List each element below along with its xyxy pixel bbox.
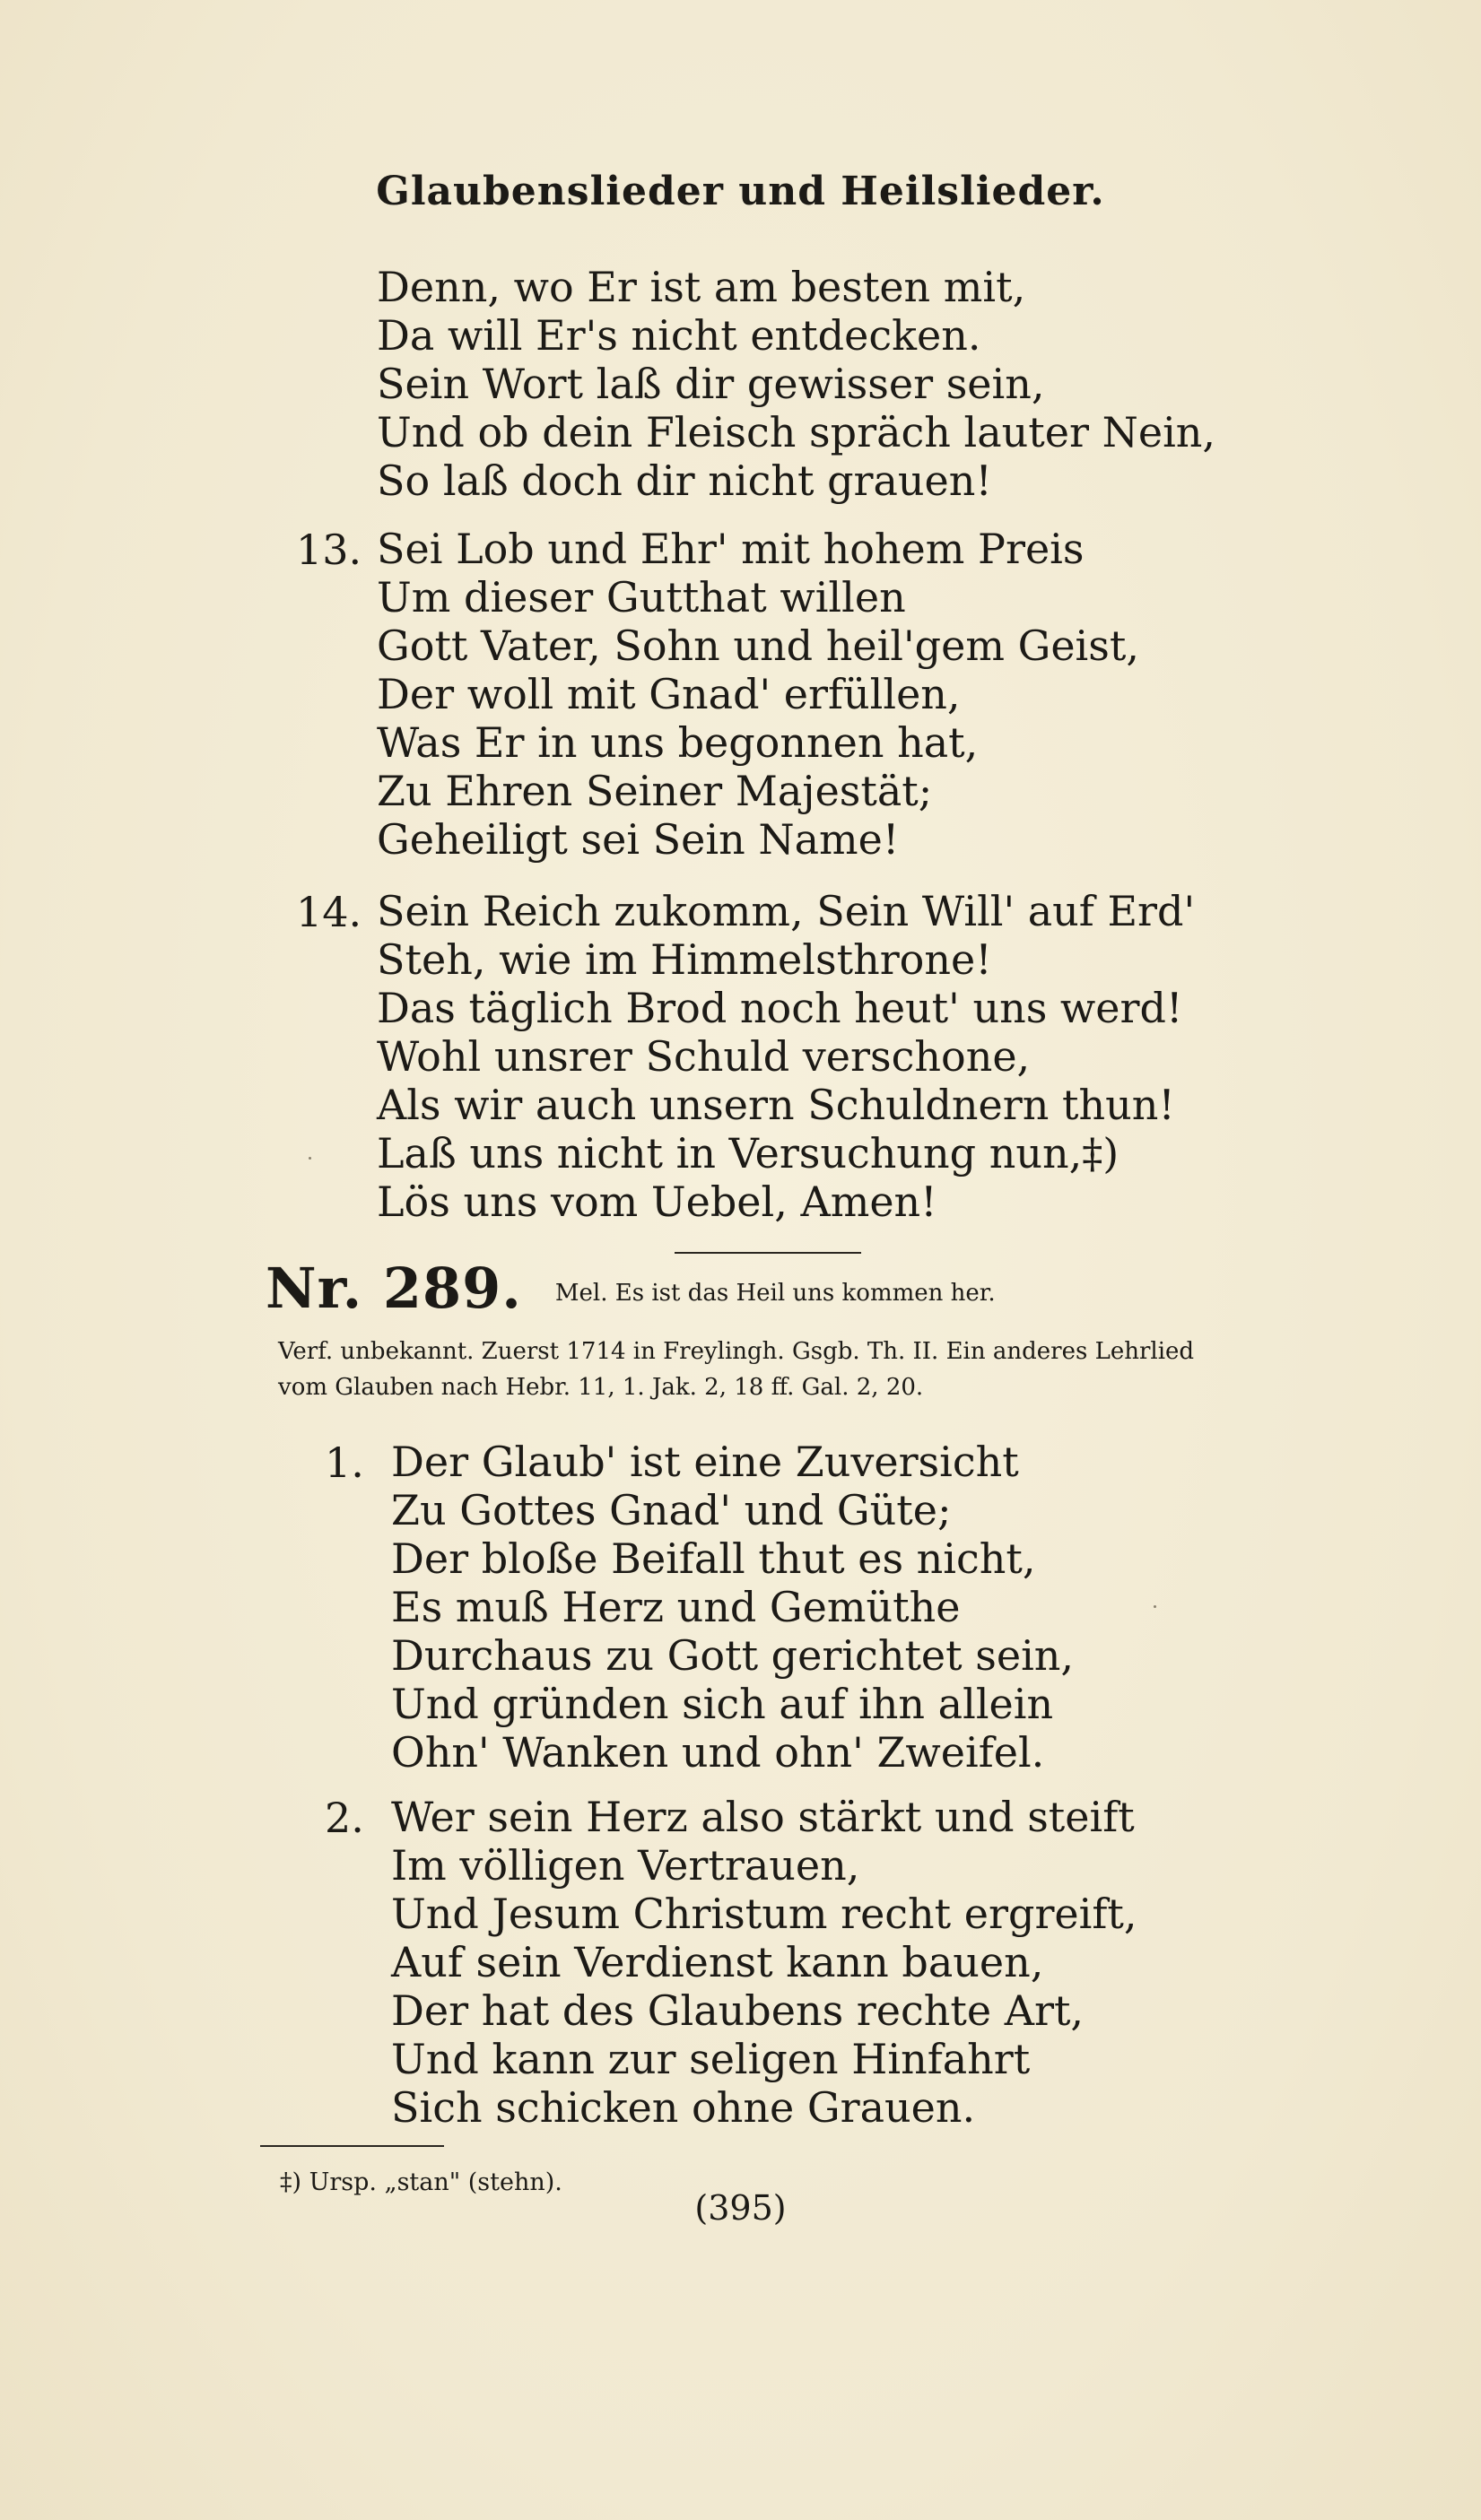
verse-line: Und kann zur seligen Hinfahrt (391, 2035, 1031, 2083)
verse-line: Zu Ehren Seiner Majestät; (377, 767, 933, 815)
running-head: Glaubenslieder und Heilslieder. (376, 169, 1105, 214)
verse-line: Sich schicken ohne Grauen. (391, 2083, 976, 2132)
melody-reference: Mel. Es ist das Heil uns kommen her. (554, 1280, 996, 1307)
hymn-header (266, 1256, 996, 1321)
verse-line: Geheiligt sei Sein Name! (377, 815, 900, 864)
stanza-number: 2. (325, 1794, 364, 1842)
verse-line: Zu Gottes Gnad' und Güte; (391, 1486, 952, 1534)
verse-line: Es muß Herz und Gemüthe (391, 1583, 961, 1631)
verse-line: Als wir auch unsern Schuldnern thun! (377, 1081, 1175, 1129)
verse-line: Und ob dein Fleisch spräch lauter Nein, (377, 408, 1216, 456)
verse-line: Wohl unsrer Schuld verschone, (377, 1032, 1031, 1081)
verse-line: So laß doch dir nicht grauen! (377, 456, 992, 505)
verse-line: Und Jesum Christum recht ergreift, (391, 1890, 1137, 1938)
verse-line: Ohn' Wanken und ohn' Zweifel. (391, 1728, 1045, 1777)
verse-line: Wer sein Herz also stärkt und steift (391, 1793, 1135, 1841)
hymn-attribution: Verf. unbekannt. Zuerst 1714 in Freylingh. Gsgb. Th. II. Ein anderes Lehrlied vom Glauben nach Hebr. 11, 1. Jak. 2, 18 ff. Gal. 2, 20. (278, 1338, 1195, 1401)
stanza-number: 14. (296, 888, 362, 936)
verse-line: Durchaus zu Gott gerichtet sein, (391, 1631, 1075, 1680)
verse-line: Der Glaub' ist eine Zuversicht (391, 1438, 1019, 1486)
margin-mark (1154, 1605, 1156, 1608)
verse-line: Auf sein Verdienst kann bauen, (391, 1938, 1044, 1986)
verse-line: Sein Wort laß dir gewisser sein, (377, 360, 1045, 408)
verse-line: Laß uns nicht in Versuchung nun,‡) (377, 1129, 1119, 1177)
verse-line: Gott Vater, Sohn und heil'gem Geist, (377, 621, 1139, 670)
stanza-number: 13. (296, 526, 362, 574)
verse-line: Was Er in uns begonnen hat, (377, 718, 979, 767)
verse-line: Sei Lob und Ehr' mit hohem Preis (377, 525, 1085, 573)
hymn-number: Nr. 289. (266, 1256, 522, 1321)
verse-line: Der hat des Glaubens rechte Art, (391, 1986, 1085, 2035)
page-number: (395) (694, 2188, 787, 2228)
verse-line: Der bloße Beifall thut es nicht, (391, 1534, 1036, 1583)
verse-line: Und gründen sich auf ihn allein (391, 1680, 1054, 1728)
verse-line: Um dieser Gutthat willen (377, 573, 906, 621)
verse-line: Steh, wie im Himmelsthrone! (377, 935, 992, 984)
verse-line: Denn, wo Er ist am besten mit, (377, 263, 1026, 311)
footnote: ‡) Ursp. „stan" (stehn). (280, 2168, 562, 2196)
verse-line: Das täglich Brod noch heut' uns werd! (377, 984, 1183, 1032)
footnote-rule (260, 2145, 444, 2147)
stanza-number: 1. (325, 1438, 364, 1487)
verse-line: Sein Reich zukomm, Sein Will' auf Erd' (377, 887, 1196, 935)
verse-line: Der woll mit Gnad' erfüllen, (377, 670, 961, 718)
verse-line: Im völligen Vertrauen, (391, 1841, 860, 1890)
verse-line: Lös uns vom Uebel, Amen! (377, 1177, 937, 1226)
section-divider (675, 1252, 861, 1254)
margin-mark (309, 1157, 311, 1160)
verse-line: Da will Er's nicht entdecken. (377, 311, 981, 360)
